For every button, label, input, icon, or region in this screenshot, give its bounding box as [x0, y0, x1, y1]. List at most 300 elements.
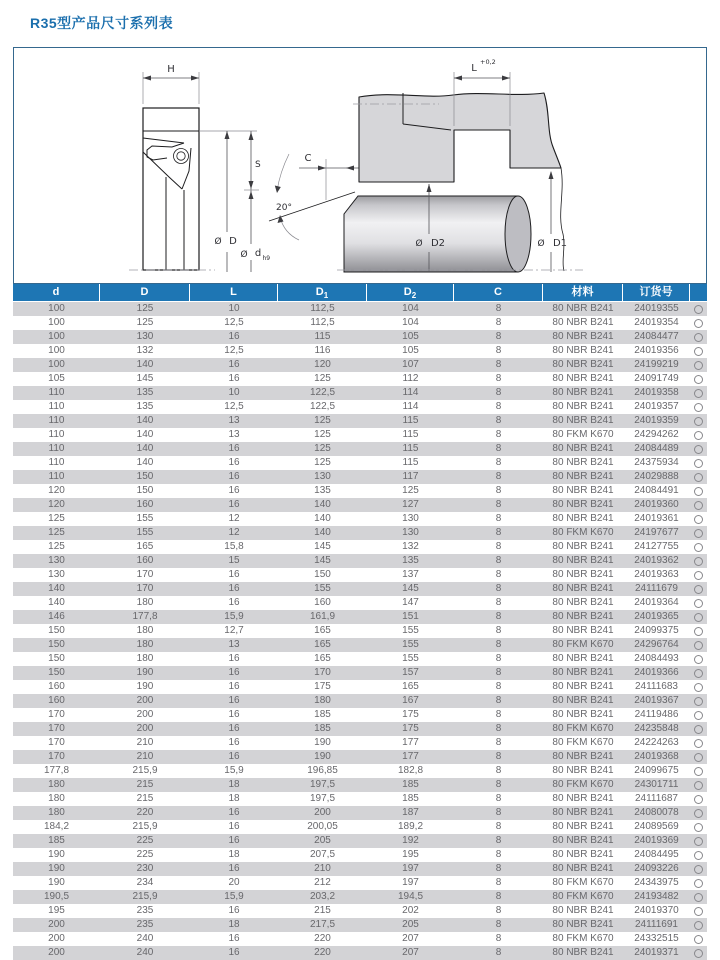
table-cell: 24111687: [634, 793, 678, 804]
table-cell: 180: [48, 779, 65, 790]
table-cell: 160: [136, 499, 154, 510]
table-cell: 235: [136, 919, 154, 930]
table-cell: 215,9: [132, 765, 158, 776]
table-cell: 155: [136, 527, 154, 538]
availability-marker-cell: [690, 442, 707, 456]
circle-icon: [694, 319, 703, 328]
table-cell: 107: [402, 359, 419, 370]
availability-marker-cell: [690, 526, 707, 540]
table-cell: 80 NBR B241: [552, 905, 614, 916]
dim-label-angle: 20°: [276, 203, 292, 213]
table-cell: 16: [228, 695, 240, 706]
column-header: $D_1$: [278, 284, 367, 301]
availability-marker-cell: [690, 890, 707, 904]
table-cell: 194,5: [397, 891, 424, 902]
circle-icon: [694, 683, 703, 692]
table-cell: 16: [228, 807, 240, 818]
availability-marker-cell: [690, 372, 707, 386]
table-row: [13, 932, 707, 946]
table-cell: 12,7: [224, 625, 244, 636]
circle-icon: [694, 403, 703, 412]
table-cell: 8: [495, 303, 502, 314]
circle-icon: [694, 529, 703, 538]
table-cell: 165: [314, 625, 331, 636]
table-cell: 12,5: [224, 345, 244, 356]
table-cell: 215,9: [132, 821, 158, 832]
table-cell: 170: [136, 569, 154, 580]
table-cell: 24084493: [634, 653, 679, 664]
table-cell: 190: [48, 849, 65, 860]
table-cell: 15,9: [224, 765, 244, 776]
circle-icon: [694, 739, 703, 748]
table-cell: 207: [402, 947, 419, 958]
availability-marker-cell: [690, 764, 707, 778]
table-cell: 13: [228, 415, 240, 426]
table-cell: 24193482: [634, 891, 679, 902]
table-cell: 80 NBR B241: [552, 485, 614, 496]
table-cell: 24019366: [634, 667, 679, 678]
table-row: [13, 792, 707, 806]
table-cell: 24111679: [634, 583, 678, 594]
table-row: [13, 596, 707, 610]
table-cell: 80 NBR B241: [552, 597, 614, 608]
table-cell: 8: [495, 555, 502, 566]
table-cell: 80 NBR B241: [552, 513, 614, 524]
availability-marker-cell: [690, 792, 707, 806]
table-cell: 12: [228, 513, 240, 524]
table-cell: 80 NBR B241: [552, 947, 614, 958]
table-cell: 24099675: [634, 765, 679, 776]
table-cell: 80 NBR B241: [552, 807, 614, 818]
table-cell: 12,5: [224, 401, 244, 412]
table-cell: 24301711: [634, 779, 679, 790]
table-cell: 16: [228, 667, 240, 678]
table-cell: 80 FKM K670: [552, 639, 614, 650]
table-cell: 100: [48, 359, 65, 370]
table-cell: 197,5: [309, 779, 336, 790]
circle-icon: [694, 515, 703, 524]
availability-marker-cell: [690, 750, 707, 764]
table-cell: 24019371: [634, 947, 679, 958]
table-cell: 8: [495, 457, 502, 468]
table-cell: 230: [136, 863, 154, 874]
table-cell: 165: [136, 541, 154, 552]
table-cell: 24235848: [634, 723, 679, 734]
table-row: [13, 386, 707, 400]
table-cell: 140: [48, 583, 65, 594]
table-cell: 24199219: [634, 359, 679, 370]
table-cell: 150: [48, 639, 65, 650]
table-cell: 210: [314, 863, 331, 874]
table-cell: 10: [228, 387, 240, 398]
availability-marker-cell: [690, 470, 707, 484]
table-cell: 105: [48, 373, 65, 384]
table-cell: 8: [495, 485, 502, 496]
table-row: [13, 778, 707, 792]
table-row: [13, 848, 707, 862]
table-cell: 16: [228, 471, 240, 482]
table-cell: 115: [402, 457, 419, 468]
table-cell: 197,5: [309, 793, 336, 804]
table-row: [13, 666, 707, 680]
page-title: R35型产品尺寸系列表: [30, 15, 174, 31]
column-header: $D_2$: [367, 284, 454, 301]
table-cell: 16: [228, 905, 240, 916]
table-cell: 24119486: [634, 709, 679, 720]
table-row: [13, 456, 707, 470]
table-cell: 125: [314, 429, 331, 440]
table-cell: 146: [48, 611, 65, 622]
table-cell: 120: [314, 359, 331, 370]
table-cell: 190: [314, 751, 331, 762]
table-cell: 8: [495, 723, 502, 734]
table-cell: 137: [402, 569, 419, 580]
table-cell: 80 FKM K670: [552, 877, 614, 888]
table-cell: 205: [314, 835, 331, 846]
availability-marker-cell: [690, 344, 707, 358]
table-cell: 8: [495, 709, 502, 720]
table-cell: 80 NBR B241: [552, 765, 614, 776]
table-cell: 80 FKM K670: [552, 429, 614, 440]
table-row: [13, 582, 707, 596]
table-cell: 165: [314, 639, 331, 650]
table-cell: 80 NBR B241: [552, 583, 614, 594]
column-header: C: [454, 284, 543, 301]
circle-icon: [694, 725, 703, 734]
table-cell: 13: [228, 429, 240, 440]
table-cell: 16: [228, 737, 240, 748]
table-cell: 16: [228, 653, 240, 664]
table-cell: 170: [136, 583, 154, 594]
table-cell: 24019368: [634, 751, 679, 762]
table-cell: 125: [48, 513, 65, 524]
table-cell: 16: [228, 331, 240, 342]
table-cell: 80 NBR B241: [552, 653, 614, 664]
table-cell: 80 FKM K670: [552, 933, 614, 944]
table-cell: 24080078: [634, 807, 679, 818]
table-cell: 182,8: [397, 765, 424, 776]
table-cell: 24029888: [634, 471, 679, 482]
table-cell: 167: [402, 695, 419, 706]
table-row: [13, 554, 707, 568]
table-cell: 175: [314, 681, 331, 692]
table-cell: 24099375: [634, 625, 679, 636]
table-cell: 110: [48, 471, 65, 482]
table-cell: 125: [314, 457, 331, 468]
table-cell: 24019369: [634, 835, 679, 846]
table-cell: 80 NBR B241: [552, 317, 614, 328]
table-row: [13, 442, 707, 456]
table-cell: 215: [314, 905, 331, 916]
table-cell: 125: [48, 527, 65, 538]
circle-icon: [694, 655, 703, 664]
table-cell: 8: [495, 331, 502, 342]
table-row: [13, 722, 707, 736]
table-row: [13, 358, 707, 372]
table-cell: 140: [136, 457, 154, 468]
table-cell: 190: [136, 681, 154, 692]
table-cell: 192: [402, 835, 419, 846]
table-cell: 16: [228, 499, 240, 510]
table-cell: 8: [495, 513, 502, 524]
table-row: [13, 344, 707, 358]
seal-cross-section: [129, 64, 359, 272]
availability-marker-cell: [690, 638, 707, 652]
table-cell: 147: [402, 597, 419, 608]
table-cell: 24019354: [634, 317, 679, 328]
availability-marker-cell: [690, 540, 707, 554]
table-cell: 185: [48, 835, 65, 846]
table-cell: 180: [136, 625, 154, 636]
column-header: 订货号: [623, 284, 690, 301]
table-cell: 114: [402, 387, 419, 398]
table-row: [13, 568, 707, 582]
circle-icon: [694, 361, 703, 370]
table-cell: 132: [136, 345, 154, 356]
table-cell: 24111691: [634, 919, 678, 930]
table-cell: 151: [402, 611, 419, 622]
table-cell: 200: [48, 933, 65, 944]
table-cell: 80 NBR B241: [552, 709, 614, 720]
table-cell: 105: [402, 331, 419, 342]
table-cell: 8: [495, 891, 502, 902]
circle-icon: [694, 935, 703, 944]
table-cell: 8: [495, 779, 502, 790]
circle-icon: [694, 459, 703, 468]
table-cell: 8: [495, 863, 502, 874]
table-row: [13, 470, 707, 484]
table-cell: 200: [48, 919, 65, 930]
table-row: [13, 316, 707, 330]
table-cell: 80 NBR B241: [552, 471, 614, 482]
table-row: [13, 400, 707, 414]
availability-marker-cell: [690, 806, 707, 820]
table-cell: 24224263: [634, 737, 679, 748]
table-cell: 177: [402, 751, 419, 762]
table-cell: 8: [495, 345, 502, 356]
table-cell: 155: [402, 639, 419, 650]
circle-icon: [694, 767, 703, 776]
table-cell: 155: [402, 625, 419, 636]
availability-marker-cell: [690, 694, 707, 708]
dimension-table: [13, 284, 707, 960]
table-header-row: [13, 284, 707, 302]
circle-icon: [694, 907, 703, 916]
table-cell: 80 FKM K670: [552, 737, 614, 748]
table-cell: 24089569: [634, 821, 679, 832]
table-cell: 80 NBR B241: [552, 443, 614, 454]
table-cell: 8: [495, 541, 502, 552]
circle-icon: [694, 417, 703, 426]
table-cell: 215,9: [132, 891, 158, 902]
table-cell: 145: [136, 373, 154, 384]
table-cell: 190: [136, 667, 154, 678]
table-cell: 135: [402, 555, 419, 566]
table-cell: 155: [402, 653, 419, 664]
table-cell: 8: [495, 751, 502, 762]
table-cell: 215: [136, 779, 154, 790]
table-cell: 16: [228, 751, 240, 762]
table-cell: 180: [48, 793, 65, 804]
table-cell: 190: [314, 737, 331, 748]
availability-marker-cell: [690, 932, 707, 946]
seal-installation-diagram: [14, 48, 706, 281]
table-cell: 125: [136, 317, 154, 328]
table-cell: 8: [495, 625, 502, 636]
table-row: [13, 484, 707, 498]
circle-icon: [694, 893, 703, 902]
table-cell: 140: [314, 513, 331, 524]
table-cell: 12: [228, 527, 240, 538]
dim-label-D1: D1: [552, 238, 568, 249]
table-cell: 105: [402, 345, 419, 356]
table-cell: 130: [48, 555, 65, 566]
table-row: [13, 330, 707, 344]
availability-marker-cell: [690, 862, 707, 876]
circle-icon: [694, 501, 703, 510]
table-cell: 8: [495, 849, 502, 860]
table-cell: 24019364: [634, 597, 679, 608]
availability-marker-cell: [690, 456, 707, 470]
table-cell: 180: [136, 597, 154, 608]
table-cell: 104: [402, 303, 419, 314]
availability-marker-cell: [690, 652, 707, 666]
table-cell: 120: [48, 499, 65, 510]
table-cell: 8: [495, 583, 502, 594]
column-header: 材料: [543, 284, 623, 301]
table-cell: 24019370: [634, 905, 679, 916]
table-cell: 202: [402, 905, 419, 916]
table-cell: 24375934: [634, 457, 679, 468]
circle-icon: [694, 795, 703, 804]
column-header: L: [190, 284, 278, 301]
table-cell: 16: [228, 569, 240, 580]
table-cell: 24127755: [634, 541, 679, 552]
table-cell: 10: [228, 303, 240, 314]
table-cell: 80 NBR B241: [552, 387, 614, 398]
table-cell: 20: [228, 877, 240, 888]
table-row: [13, 302, 707, 316]
table-cell: 15,8: [224, 541, 244, 552]
table-cell: 8: [495, 387, 502, 398]
availability-marker-cell: [690, 904, 707, 918]
table-cell: 145: [314, 541, 331, 552]
dim-label-D2: D2: [430, 238, 446, 249]
dim-label-d-tolerance: h9: [262, 255, 271, 262]
availability-marker-cell: [690, 498, 707, 512]
table-cell: 125: [314, 373, 331, 384]
table-row: [13, 694, 707, 708]
table-cell: 132: [402, 541, 419, 552]
table-cell: 112: [402, 373, 419, 384]
table-cell: 16: [228, 485, 240, 496]
dim-label-L: L: [471, 63, 477, 74]
table-cell: 24332515: [634, 933, 679, 944]
table-cell: 180: [48, 807, 65, 818]
table-cell: 210: [136, 751, 154, 762]
table-cell: 225: [136, 849, 154, 860]
table-row: [13, 736, 707, 750]
table-cell: 8: [495, 597, 502, 608]
column-header: [690, 284, 707, 301]
table-cell: 16: [228, 583, 240, 594]
dia-sign: Ø: [240, 250, 248, 260]
table-row: [13, 946, 707, 960]
table-cell: 8: [495, 317, 502, 328]
table-cell: 24084491: [634, 485, 679, 496]
circle-icon: [694, 585, 703, 594]
availability-marker-cell: [690, 554, 707, 568]
table-cell: 187: [402, 807, 419, 818]
table-cell: 203,2: [309, 891, 336, 902]
table-cell: 130: [314, 471, 331, 482]
table-cell: 140: [314, 499, 331, 510]
table-row: [13, 806, 707, 820]
table-row: [13, 764, 707, 778]
table-cell: 16: [228, 821, 240, 832]
table-cell: 24111683: [634, 681, 678, 692]
table-cell: 150: [48, 625, 65, 636]
table-cell: 110: [48, 387, 65, 398]
table-cell: 220: [314, 947, 331, 958]
table-cell: 16: [228, 359, 240, 370]
table-cell: 80 FKM K670: [552, 779, 614, 790]
circle-icon: [694, 487, 703, 496]
table-cell: 165: [402, 681, 419, 692]
table-cell: 8: [495, 569, 502, 580]
table-cell: 16: [228, 457, 240, 468]
table-cell: 170: [48, 737, 65, 748]
availability-marker-cell: [690, 568, 707, 582]
table-cell: 8: [495, 807, 502, 818]
circle-icon: [694, 445, 703, 454]
table-cell: 116: [314, 345, 331, 356]
table-cell: 18: [228, 919, 240, 930]
table-cell: 80 FKM K670: [552, 723, 614, 734]
table-cell: 100: [48, 317, 65, 328]
circle-icon: [694, 949, 703, 958]
table-row: [13, 372, 707, 386]
table-cell: 110: [48, 401, 65, 412]
table-row: [13, 540, 707, 554]
table-cell: 80 NBR B241: [552, 345, 614, 356]
table-cell: 80 NBR B241: [552, 793, 614, 804]
circle-icon: [694, 431, 703, 440]
table-cell: 80 NBR B241: [552, 611, 614, 622]
table-cell: 80 NBR B241: [552, 499, 614, 510]
table-cell: 115: [402, 415, 419, 426]
dia-sign: Ø: [415, 239, 423, 249]
availability-marker-cell: [690, 834, 707, 848]
table-cell: 80 NBR B241: [552, 681, 614, 692]
table-cell: 24019363: [634, 569, 679, 580]
table-cell: 205: [402, 919, 419, 930]
availability-marker-cell: [690, 316, 707, 330]
table-cell: 80 NBR B241: [552, 835, 614, 846]
table-cell: 80 NBR B241: [552, 303, 614, 314]
availability-marker-cell: [690, 722, 707, 736]
dia-sign: Ø: [537, 239, 545, 249]
table-cell: 190,5: [43, 891, 70, 902]
table-cell: 8: [495, 835, 502, 846]
availability-marker-cell: [690, 876, 707, 890]
table-cell: 140: [136, 443, 154, 454]
availability-marker-cell: [690, 484, 707, 498]
table-cell: 100: [48, 303, 65, 314]
table-cell: 122,5: [309, 401, 336, 412]
availability-marker-cell: [690, 848, 707, 862]
table-cell: 24019356: [634, 345, 679, 356]
